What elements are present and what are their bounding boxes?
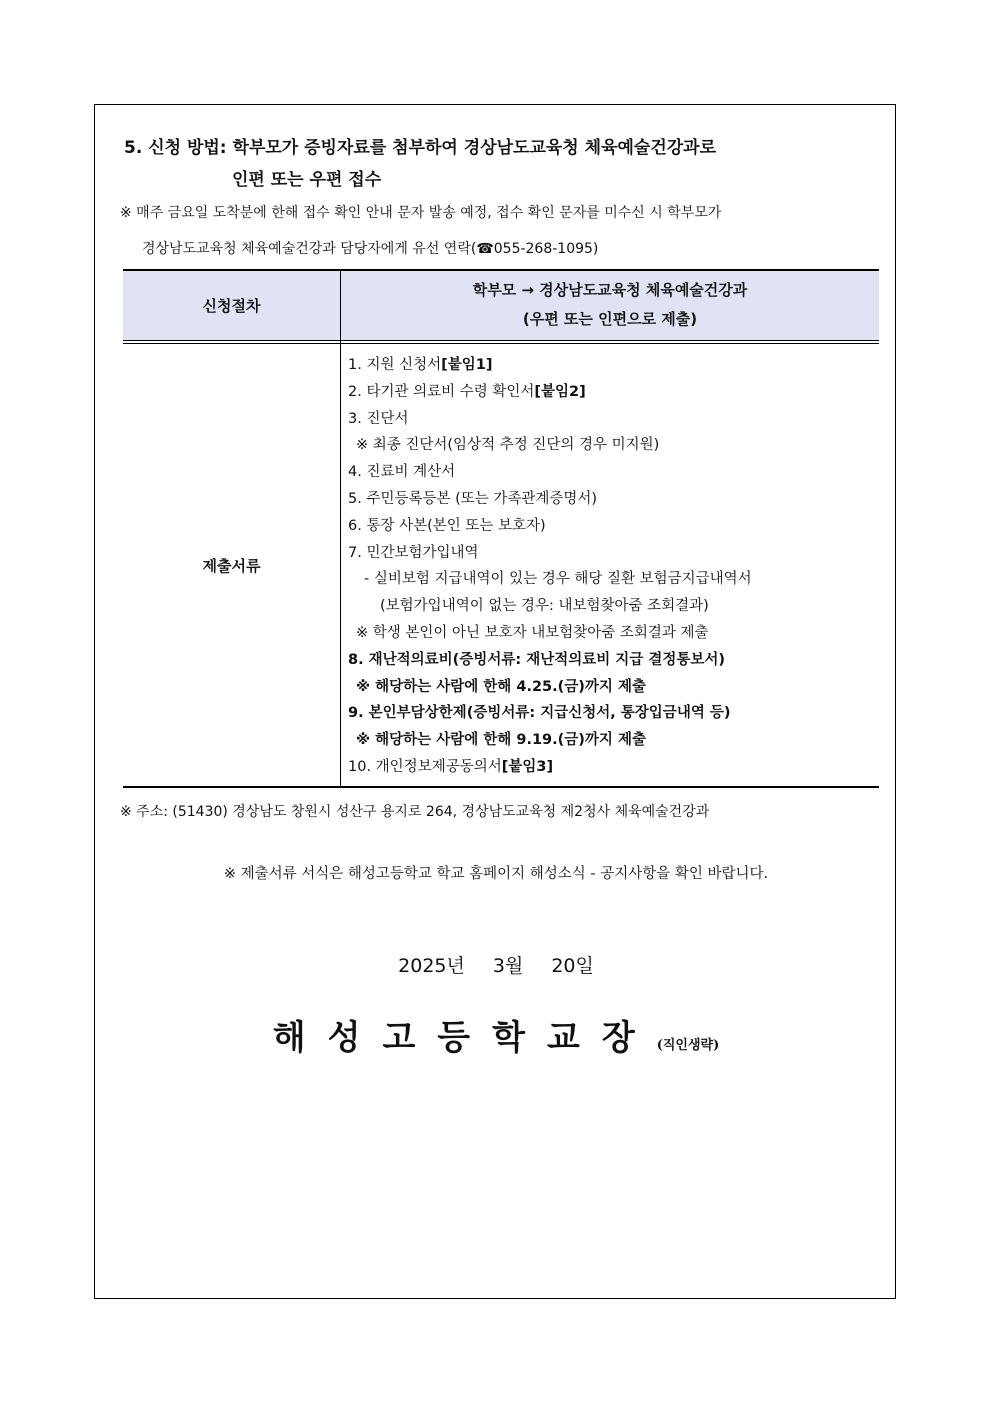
document-item-text: (보험가입내역이 없는 경우: 내보험찾아줌 조회결과)	[380, 598, 709, 615]
header-divider	[123, 340, 879, 341]
document-item-text: 7. 민간보험가입내역	[348, 544, 479, 561]
document-item	[348, 727, 752, 754]
document-item	[348, 513, 752, 540]
document-item-text: 4. 진료비 계산서	[348, 464, 456, 481]
table-column-divider	[340, 271, 341, 786]
header-procedure-label: 신청절차	[202, 297, 261, 315]
document-item	[348, 593, 752, 620]
seal-omitted-note: (직인생략)	[656, 1038, 720, 1053]
document-item	[348, 352, 752, 379]
document-item-text: 10. 개인정보제공동의서	[348, 758, 502, 775]
document-item-text: 5. 주민등록등본 (또는 가족관계증명서)	[348, 490, 598, 507]
document-item	[348, 486, 752, 513]
date-day: 20일	[551, 955, 594, 977]
document-item	[348, 620, 752, 647]
document-item-text: ※ 학생 본인이 아닌 보호자 내보험찾아줌 조회결과 제출	[356, 624, 709, 641]
document-item	[348, 566, 752, 593]
table-bottom-border	[123, 786, 879, 788]
attachment-tag: [붙임3]	[501, 758, 554, 775]
documents-list	[348, 352, 752, 781]
document-item-text: 9. 본인부담상한제(증빙서류: 지급신청서, 통장입금내역 등)	[348, 705, 731, 722]
document-item-text: 1. 지원 신청서	[348, 357, 442, 373]
document-item-text: ※ 최종 진단서(임상적 추정 진단의 경우 미지원)	[356, 437, 660, 454]
principal-name: 해성고등학교장	[272, 1018, 657, 1058]
document-item	[348, 674, 752, 701]
date-year: 2025년	[398, 955, 465, 977]
document-item-text: ※ 해당하는 사람에 한해 4.25.(금)까지 제출	[356, 678, 646, 695]
issue-date	[0, 951, 992, 978]
document-item-text: 8. 재난적의료비(증빙서류: 재난적의료비 지급 결정통보서)	[348, 651, 726, 668]
section-title-continued: 인편 또는 우편 접수	[232, 170, 382, 190]
date-month: 3월	[492, 955, 524, 977]
document-item-text: ※ 해당하는 사람에 한해 9.19.(금)까지 제출	[356, 732, 646, 749]
attachment-tag: [붙임1]	[441, 357, 493, 373]
document-item	[348, 432, 752, 459]
document-item	[348, 754, 752, 781]
document-item	[348, 647, 752, 674]
documents-label: 제출서류	[202, 556, 261, 575]
document-item	[348, 700, 752, 727]
header-procedure-value	[341, 276, 879, 334]
header-procedure-line-2: (우편 또는 인편으로 제출)	[522, 310, 698, 328]
document-item	[348, 540, 752, 567]
document-item-text: - 실비보험 지급내역이 있는 경우 해당 질환 보험금지급내역서	[364, 571, 752, 588]
notice-line-2: 경상남도교육청 체육예술건강과 담당자에게 유선 연락(☎055-268-1095)	[142, 241, 599, 257]
document-item-text: 6. 통장 사본(본인 또는 보호자)	[348, 517, 546, 534]
form-guide-note: ※ 제출서류 서식은 해성고등학교 학교 홈페이지 해성소식 - 공지사항을 확인 바랍니다.	[223, 866, 769, 882]
section-title: 5. 신청 방법: 학부모가 증빙자료를 첨부하여 경상남도교육청 체육예술건강과로	[124, 138, 717, 158]
document-item	[348, 406, 752, 433]
notice-line-1: ※ 매주 금요일 도착분에 한해 접수 확인 안내 문자 발송 예정, 접수 확인 문자를 미수신 시 학부모가	[120, 205, 722, 221]
document-item-text: 2. 타기관 의료비 수령 확인서	[348, 383, 535, 400]
document-item-text: 3. 진단서	[348, 410, 409, 427]
address-note: ※ 주소: (51430) 경상남도 창원시 성산구 용지로 264, 경상남도교육청 제2청사 체육예술건강과	[120, 804, 710, 820]
document-item	[348, 379, 752, 406]
principal-signature	[0, 1010, 992, 1059]
attachment-tag: [붙임2]	[534, 383, 586, 400]
document-item	[348, 459, 752, 486]
header-procedure-line-1: 학부모 → 경상남도교육청 체육예술건강과	[472, 281, 748, 299]
